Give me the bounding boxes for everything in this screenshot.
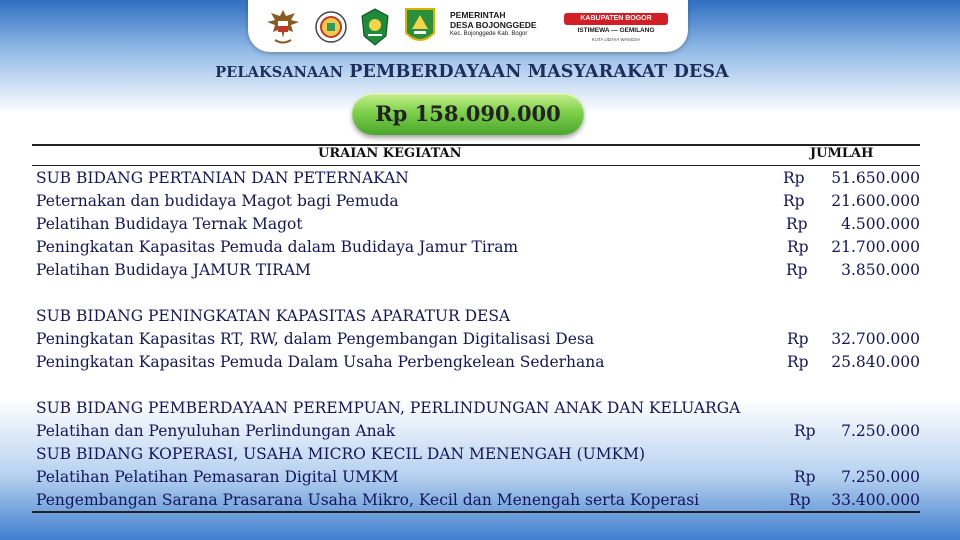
row-currency: Rp	[783, 192, 805, 210]
page-title-rest: PEMBERDAYAAN MASYARAKAT DESA	[349, 62, 729, 82]
table-row	[36, 443, 920, 466]
page-title	[0, 62, 944, 82]
table-bottom-rule	[32, 511, 920, 513]
row-label: SUB BIDANG PEMBERDAYAAN PEREMPUAN, PERLINDUNGAN ANAK DAN KELUARGA	[36, 399, 741, 417]
row-currency: Rp	[789, 491, 811, 509]
row-amount: 7.250.000	[841, 422, 920, 440]
garuda-logo	[266, 8, 300, 46]
org-line-1: PEMERINTAH	[450, 10, 506, 20]
table-row	[36, 328, 920, 351]
kemendes-logo	[314, 10, 348, 44]
org-line-3: Kec. Bojonggede Kab. Bogor	[450, 31, 528, 37]
kabupaten-motto: ISTIMEWA — GEMILANG	[577, 27, 655, 34]
table-top-rule	[32, 144, 920, 146]
bogor-logo	[404, 7, 436, 47]
jabar-logo	[360, 8, 390, 46]
column-header-jumlah: JUMLAH	[810, 146, 874, 161]
table-row	[36, 420, 920, 443]
table-row	[36, 167, 920, 190]
row-currency: Rp	[787, 353, 809, 371]
table-header-rule	[32, 165, 920, 166]
logo-header	[248, 0, 688, 52]
row-currency: Rp	[787, 238, 809, 256]
table-row	[36, 351, 920, 374]
kabupaten-banner: KABUPATEN BOGOR	[564, 13, 668, 25]
table-row	[36, 213, 920, 236]
row-label: Peternakan dan budidaya Magot bagi Pemuda	[36, 192, 399, 210]
row-amount: 33.400.000	[831, 491, 920, 509]
table-row	[36, 259, 920, 282]
row-label: Pelatihan Pelatihan Pemasaran Digital UMKM	[36, 468, 399, 486]
row-currency: Rp	[794, 468, 816, 486]
row-label: SUB BIDANG PENINGKATAN KAPASITAS APARATUR DESA	[36, 307, 511, 325]
total-amount-badge: Rp 158.090.000	[352, 93, 584, 135]
row-label: Peningkatan Kapasitas Pemuda Dalam Usaha Perbengkelean Sederhana	[36, 353, 605, 371]
row-amount: 21.600.000	[831, 192, 920, 210]
row-label: Pengembangan Sarana Prasarana Usaha Mikro, Kecil dan Menengah serta Koperasi	[36, 491, 700, 509]
org-line-2: DESA BOJONGGEDE	[450, 20, 537, 30]
row-currency: Rp	[783, 169, 805, 187]
row-label: Pelatihan dan Penyuluhan Perlindungan Anak	[36, 422, 396, 440]
table-row	[36, 489, 920, 512]
row-label: SUB BIDANG PERTANIAN DAN PETERNAKAN	[36, 169, 409, 187]
row-currency: Rp	[786, 215, 808, 233]
table-row	[36, 397, 920, 420]
table-row	[36, 236, 920, 259]
row-currency: Rp	[787, 330, 809, 348]
row-amount: 4.500.000	[841, 215, 920, 233]
table-row	[36, 190, 920, 213]
row-amount: 3.850.000	[841, 261, 920, 279]
kabupaten-subtitle: KUTA UDAYA WANGSA	[591, 37, 641, 42]
row-amount: 32.700.000	[831, 330, 920, 348]
village-government-label	[450, 10, 537, 39]
row-label: SUB BIDANG KOPERASI, USAHA MICRO KECIL DAN MENENGAH (UMKM)	[36, 445, 646, 463]
row-label: Peningkatan Kapasitas RT, RW, dalam Pengembangan Digitalisasi Desa	[36, 330, 595, 348]
row-label: Pelatihan Budidaya Ternak Magot	[36, 215, 303, 233]
row-amount: 7.250.000	[841, 468, 920, 486]
table-row	[36, 305, 920, 328]
row-currency: Rp	[794, 422, 816, 440]
row-label: Pelatihan Budidaya JAMUR TIRAM	[36, 261, 311, 279]
row-amount: 25.840.000	[831, 353, 920, 371]
page-title-lead: PELAKSANAAN	[215, 64, 344, 81]
row-label: Peningkatan Kapasitas Pemuda dalam Budidaya Jamur Tiram	[36, 238, 519, 256]
table-row	[36, 466, 920, 489]
row-amount: 51.650.000	[831, 169, 920, 187]
row-currency: Rp	[786, 261, 808, 279]
row-amount: 21.700.000	[831, 238, 920, 256]
column-header-uraian: URAIAN KEGIATAN	[318, 146, 462, 161]
